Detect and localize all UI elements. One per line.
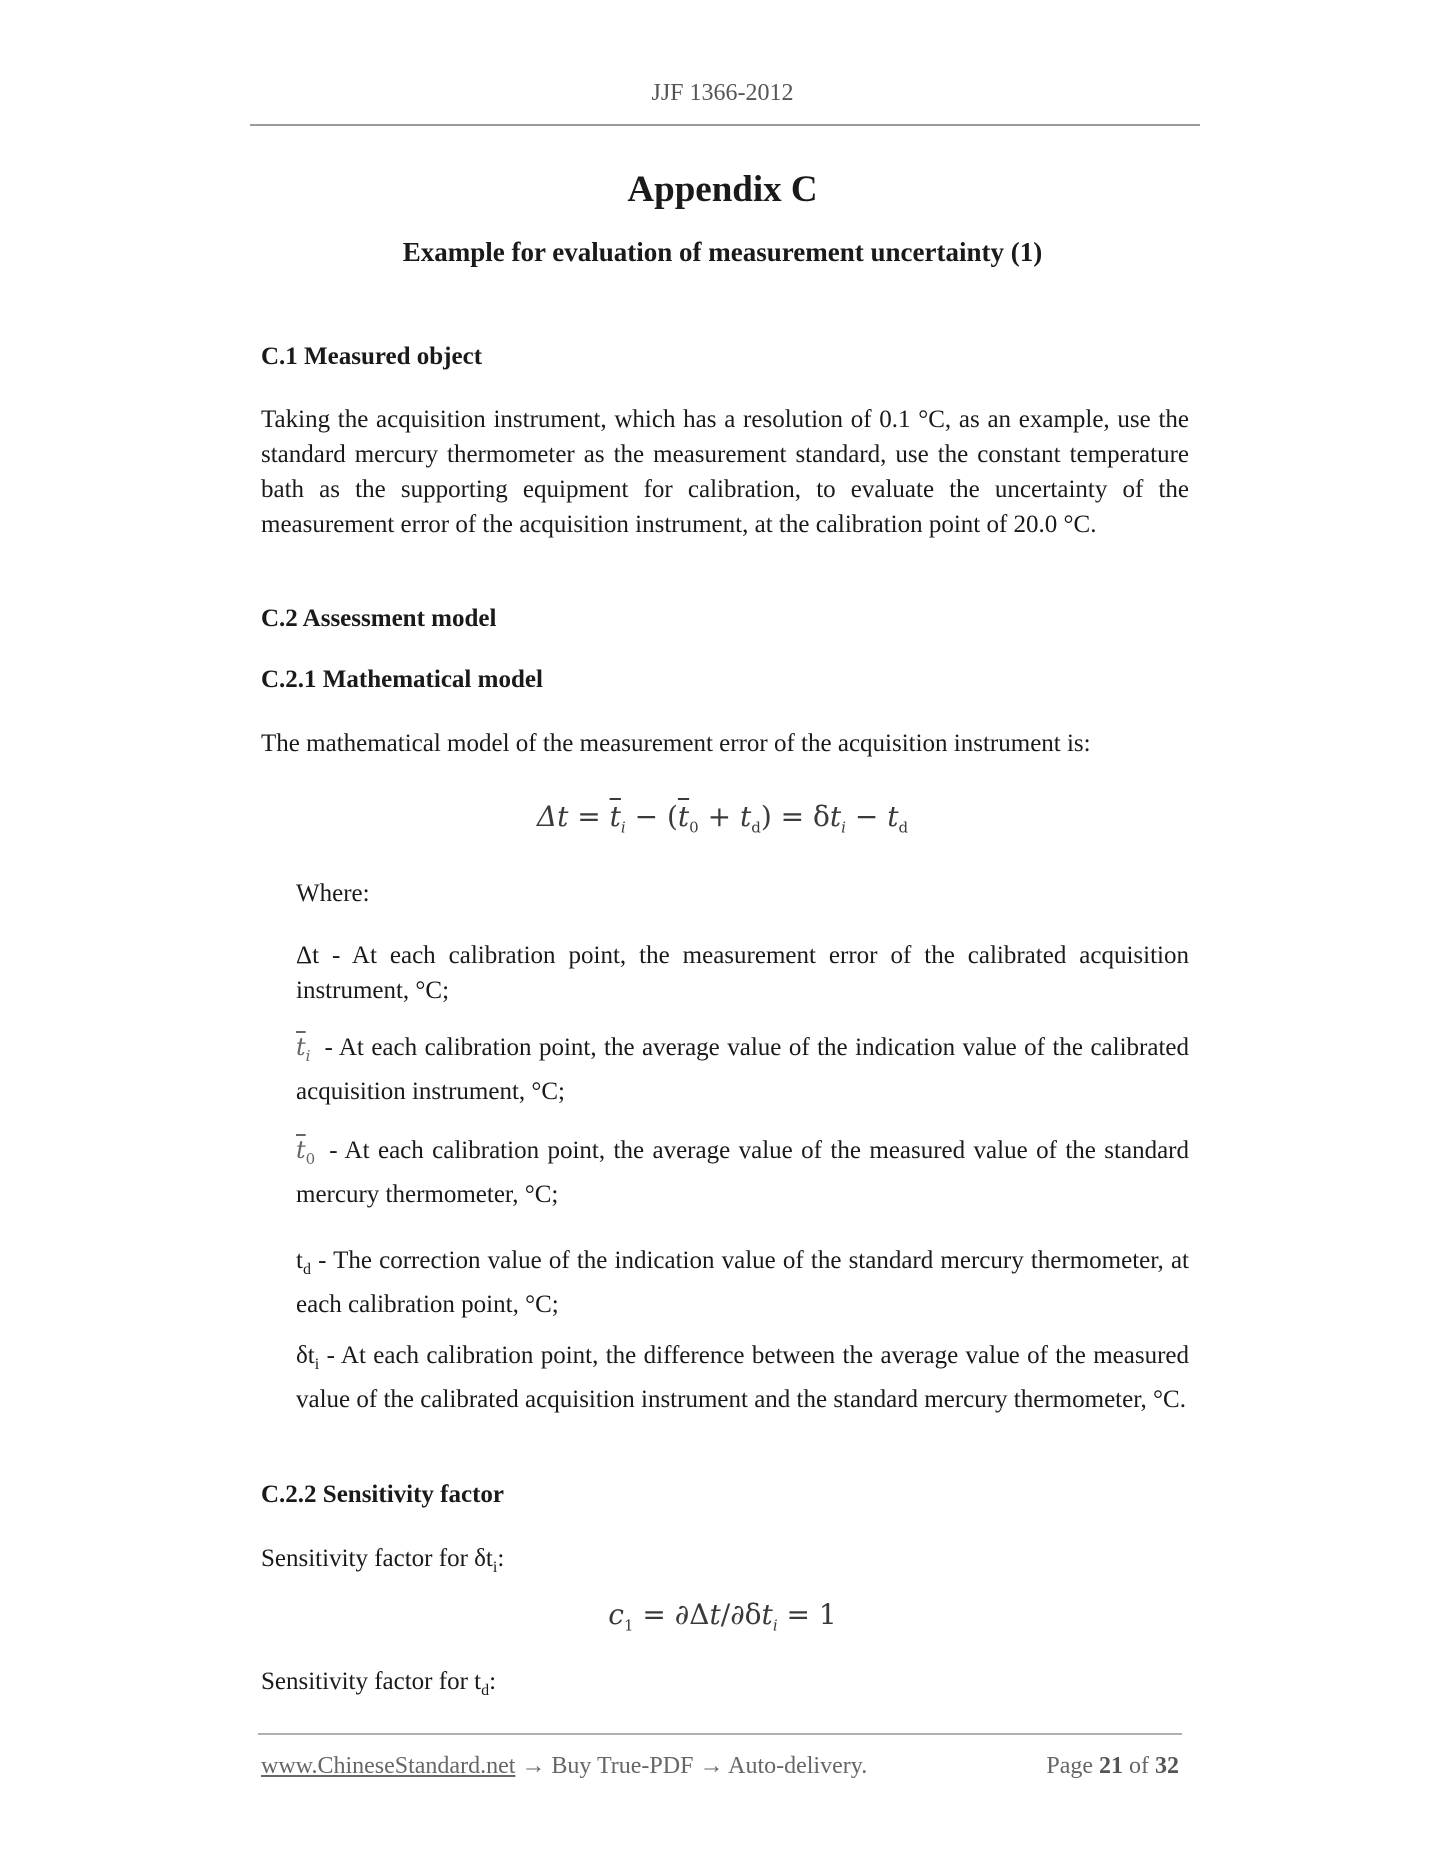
sensitivity-dti-text: Sensitivity factor for δt — [261, 1545, 493, 1572]
footer-page-total: 32 — [1155, 1753, 1179, 1779]
section-c1-paragraph: Taking the acquisition instrument, which has a resolution of 0.1 °C, as an example, use the standard mercury thermometer as the measurement standard, use the constant temperature bath as the supporting equipment for calibration, to evaluate the uncertainty of the measurement error of the acquisition instrument, at the calibration point of 20.0 °C. — [261, 406, 1189, 538]
footer-page-indicator — [1046, 1753, 1179, 1780]
footer-links-text: → Buy True-PDF → Auto-delivery. — [521, 1753, 868, 1779]
symbol-t0-bar: $\overline{t}_0$ — [296, 1136, 316, 1168]
equation-c1: $c_1 = \partial\Delta t/\partial\delta t_i = 1$ — [608, 1598, 837, 1635]
appendix-subtitle: Example for evaluation of measurement uncertainty (1) — [402, 237, 1043, 267]
header-divider — [250, 124, 1200, 126]
symbol-td: t — [296, 1247, 303, 1274]
section-c1-heading: C.1 Measured object — [261, 343, 483, 370]
definition-delta-t: Δt - At each calibration point, the measurement error of the calibrated acquisition instrument, °C; — [296, 942, 1189, 1004]
symbol-dti: δt — [296, 1342, 315, 1369]
section-c22-heading: C.2.2 Sensitivity factor — [261, 1481, 505, 1508]
sensitivity-dti-sub: i — [492, 1559, 498, 1576]
where-label: Where: — [296, 880, 370, 907]
footer-page-label: Page — [1046, 1753, 1093, 1779]
section-c21-heading: C.2.1 Mathematical model — [261, 666, 543, 693]
definition-ti — [296, 1030, 1189, 1109]
equation-measurement-error: $\Delta t = \overline{t}_i - (\overline{t}_0 + t_d) = \delta t_i - t_d$ — [536, 800, 909, 837]
footer — [261, 1753, 1181, 1780]
section-c21-intro: The mathematical model of the measurement error of the acquisition instrument is: — [261, 730, 1091, 757]
sensitivity-td-text: Sensitivity factor for t — [261, 1668, 482, 1695]
symbol-ti-bar: $\overline{t}_i$ — [296, 1033, 311, 1065]
sensitivity-dti-label: Sensitivity factor for $\delta t_i$: — [261, 1545, 505, 1576]
sensitivity-td-sub: d — [481, 1682, 490, 1699]
footer-page-number: 21 — [1099, 1753, 1123, 1779]
section-c2-heading: C.2 Assessment model — [261, 605, 497, 632]
definition-td — [296, 1243, 1189, 1322]
definition-dti — [296, 1338, 1189, 1417]
footer-divider — [258, 1733, 1182, 1735]
appendix-title: Appendix C — [627, 169, 818, 210]
footer-of-label: of — [1129, 1753, 1149, 1779]
footer-site-link[interactable]: www.ChineseStandard.net — [261, 1753, 516, 1779]
symbol-td-sub: d — [302, 1261, 311, 1278]
sensitivity-td-label: Sensitivity factor for $t_d$: — [261, 1668, 497, 1699]
definition-dti-text: - At each calibration point, the difference between the average value of the measured value of the calibrated acquisition instrument and the standard mercury thermometer, °C. — [296, 1342, 1189, 1413]
header-doc-id: JJF 1366-2012 — [651, 80, 794, 106]
definition-td-text: - The correction value of the indication value of the standard mercury thermometer, at each calibration point, °C; — [296, 1247, 1189, 1318]
definition-t0 — [296, 1133, 1189, 1212]
definition-ti-text: - At each calibration point, the average value of the indication value of the calibrated acquisition instrument, °C; — [296, 1034, 1189, 1105]
definition-t0-text: - At each calibration point, the average value of the measured value of the standard mercury thermometer, °C; — [296, 1137, 1189, 1208]
symbol-dti-sub: i — [314, 1356, 320, 1373]
